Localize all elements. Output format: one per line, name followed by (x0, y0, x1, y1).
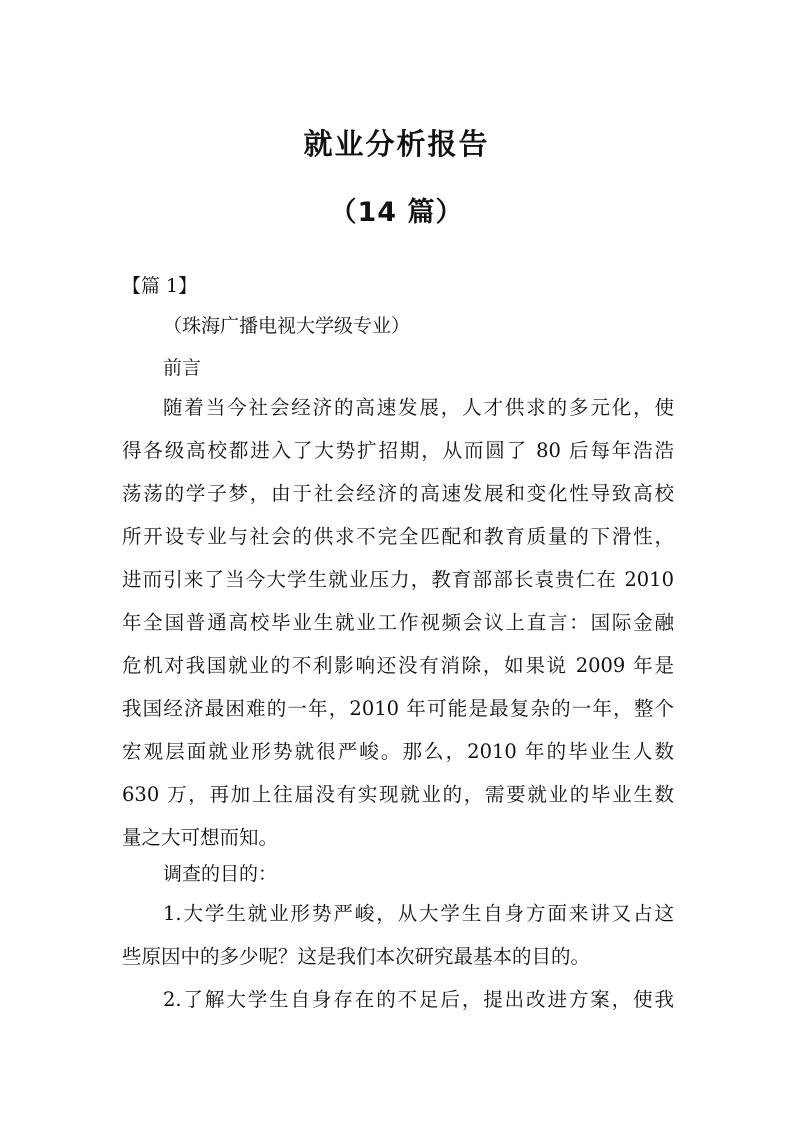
source-line: （珠海广播电视大学级专业） (163, 315, 411, 337)
paragraph-line: 所开设专业与社会的供求不完全匹配和教育质量的下滑性， (122, 525, 674, 548)
paragraph-line: 随着当今社会经济的高速发展，人才供求的多元化，使 (163, 396, 674, 419)
list-item-line: 些原因中的多少呢？这是我们本次研究最基本的目的。 (122, 945, 591, 968)
paragraph-line: 年全国普通高校毕业生就业工作视频会议上直言：国际金融 (122, 611, 674, 634)
paragraph-line: 进而引来了当今大学生就业压力，教育部部长袁贵仁在 2010 (122, 568, 674, 591)
document-title: 就业分析报告 (303, 127, 490, 161)
preface-heading: 前言 (163, 357, 202, 379)
purpose-heading: 调查的目的： (163, 863, 278, 885)
list-item-line: 1.大学生就业形势严峻，从大学生自身方面来讲又占这 (163, 902, 674, 925)
paragraph-line: 宏观层面就业形势就很严峻。那么，2010 年的毕业生人数 (122, 740, 674, 763)
paragraph-line: 危机对我国就业的不利影响还没有消除，如果说 2009 年是 (122, 654, 674, 677)
document-subtitle: （14 篇） (329, 197, 464, 228)
paragraph-line: 我国经济最困难的一年，2010 年可能是最复杂的一年，整个 (122, 697, 674, 720)
paragraph-line: 630 万，再加上往届没有实现就业的，需要就业的毕业生数 (122, 783, 674, 806)
paragraph-line: 量之大可想而知。 (122, 826, 279, 849)
section-label: 【篇 1】 (122, 275, 198, 297)
paragraph-line: 得各级高校都进入了大势扩招期，从而圆了 80 后每年浩浩 (122, 439, 674, 462)
list-item-line: 2.了解大学生自身存在的不足后，提出改进方案，使我 (163, 988, 674, 1011)
paragraph-line: 荡荡的学子梦，由于社会经济的高速发展和变化性导致高校 (122, 482, 674, 505)
